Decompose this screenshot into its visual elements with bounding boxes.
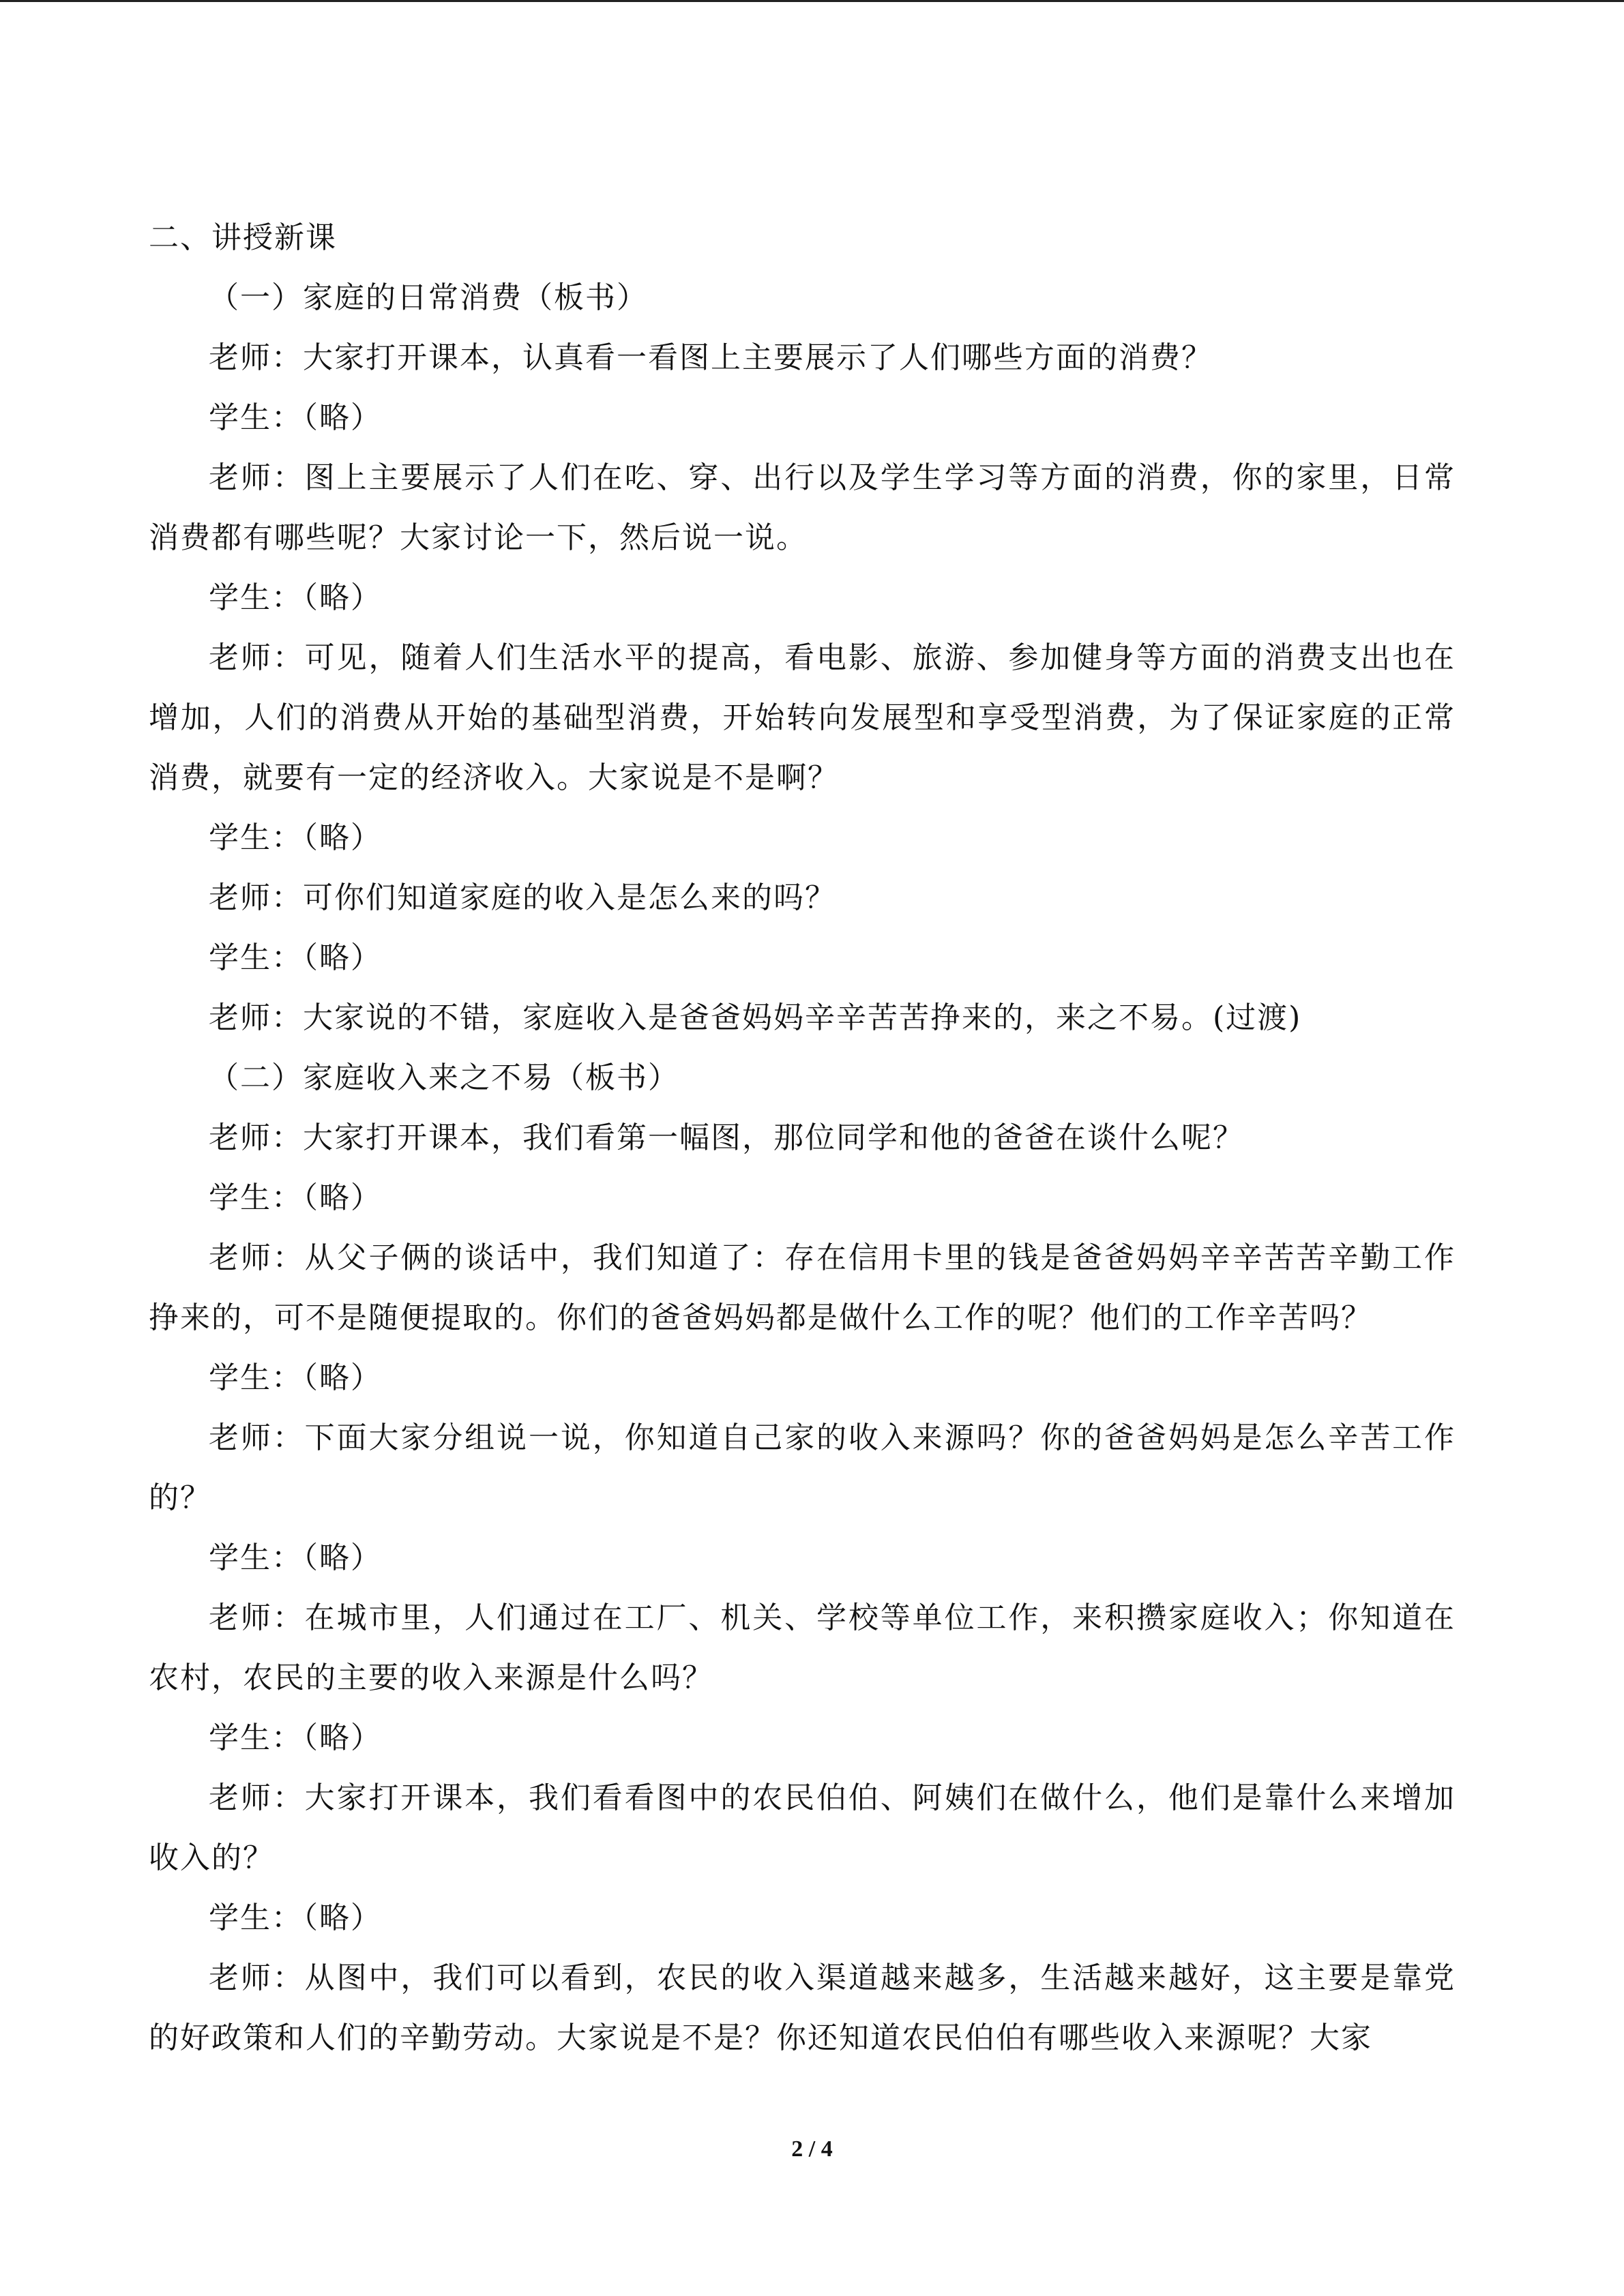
- subsection-heading: （一）家庭的日常消费（板书）: [209, 280, 648, 315]
- teacher-line: 老师：在城市里，人们通过在工厂、机关、学校等单位工作，来积攒家庭收入；你知道在农村，农民的主要的收入来源是什么吗？: [149, 1600, 1456, 1695]
- student-line: 学生：（略）: [209, 1720, 382, 1755]
- teacher-line: 老师：可见，随着人们生活水平的提高，看电影、旅游、参加健身等方面的消费支出也在增加，人们的消费从开始的基础型消费，开始转向发展型和享受型消费，为了保证家庭的正常消费，就要有一定的经济收入。大家说是不是啊？: [149, 640, 1456, 795]
- student-line: 学生：（略）: [209, 580, 382, 615]
- student-line: 学生：（略）: [209, 940, 382, 975]
- teacher-line: 老师：可你们知道家庭的收入是怎么来的吗？: [209, 880, 836, 915]
- section-heading: 二、讲授新课: [149, 220, 337, 255]
- student-line: 学生：（略）: [209, 1360, 382, 1395]
- teacher-line: 老师：从图中，我们可以看到，农民的收入渠道越来越多，生活越来越好，这主要是靠党的好政策和人们的辛勤劳动。大家说是不是？你还知道农民伯伯有哪些收入来源呢？大家: [149, 1960, 1456, 2055]
- page-top-border: [0, 0, 1624, 2]
- document-body: [149, 208, 1456, 2068]
- teacher-line: 老师：大家打开课本，认真看一看图上主要展示了人们哪些方面的消费？: [209, 340, 1213, 375]
- teacher-line: 老师：下面大家分组说一说，你知道自己家的收入来源吗？你的爸爸妈妈是怎么辛苦工作的？: [149, 1420, 1456, 1515]
- teacher-line: 老师：从父子俩的谈话中，我们知道了：存在信用卡里的钱是爸爸妈妈辛辛苦苦辛勤工作挣来的，可不是随便提取的。你们的爸爸妈妈都是做什么工作的呢？他们的工作辛苦吗？: [149, 1240, 1456, 1335]
- teacher-line: 老师：大家打开课本，我们看看图中的农民伯伯、阿姨们在做什么，他们是靠什么来增加收入的？: [149, 1780, 1456, 1875]
- teacher-line: 老师：大家说的不错，家庭收入是爸爸妈妈辛辛苦苦挣来的，来之不易。(过渡): [209, 1000, 1302, 1035]
- subsection-heading: （二）家庭收入来之不易（板书）: [209, 1060, 679, 1095]
- page-number: 2 / 4: [791, 2136, 833, 2162]
- student-line: 学生：（略）: [209, 820, 382, 855]
- student-line: 学生：（略）: [209, 1180, 382, 1215]
- teacher-line: 老师：大家打开课本，我们看第一幅图，那位同学和他的爸爸在谈什么呢？: [209, 1120, 1244, 1155]
- student-line: 学生：（略）: [209, 1900, 382, 1935]
- student-line: 学生：（略）: [209, 400, 382, 435]
- teacher-line: 老师：图上主要展示了人们在吃、穿、出行以及学生学习等方面的消费，你的家里，日常消费都有哪些呢？大家讨论一下，然后说一说。: [149, 460, 1456, 555]
- student-line: 学生：（略）: [209, 1540, 382, 1575]
